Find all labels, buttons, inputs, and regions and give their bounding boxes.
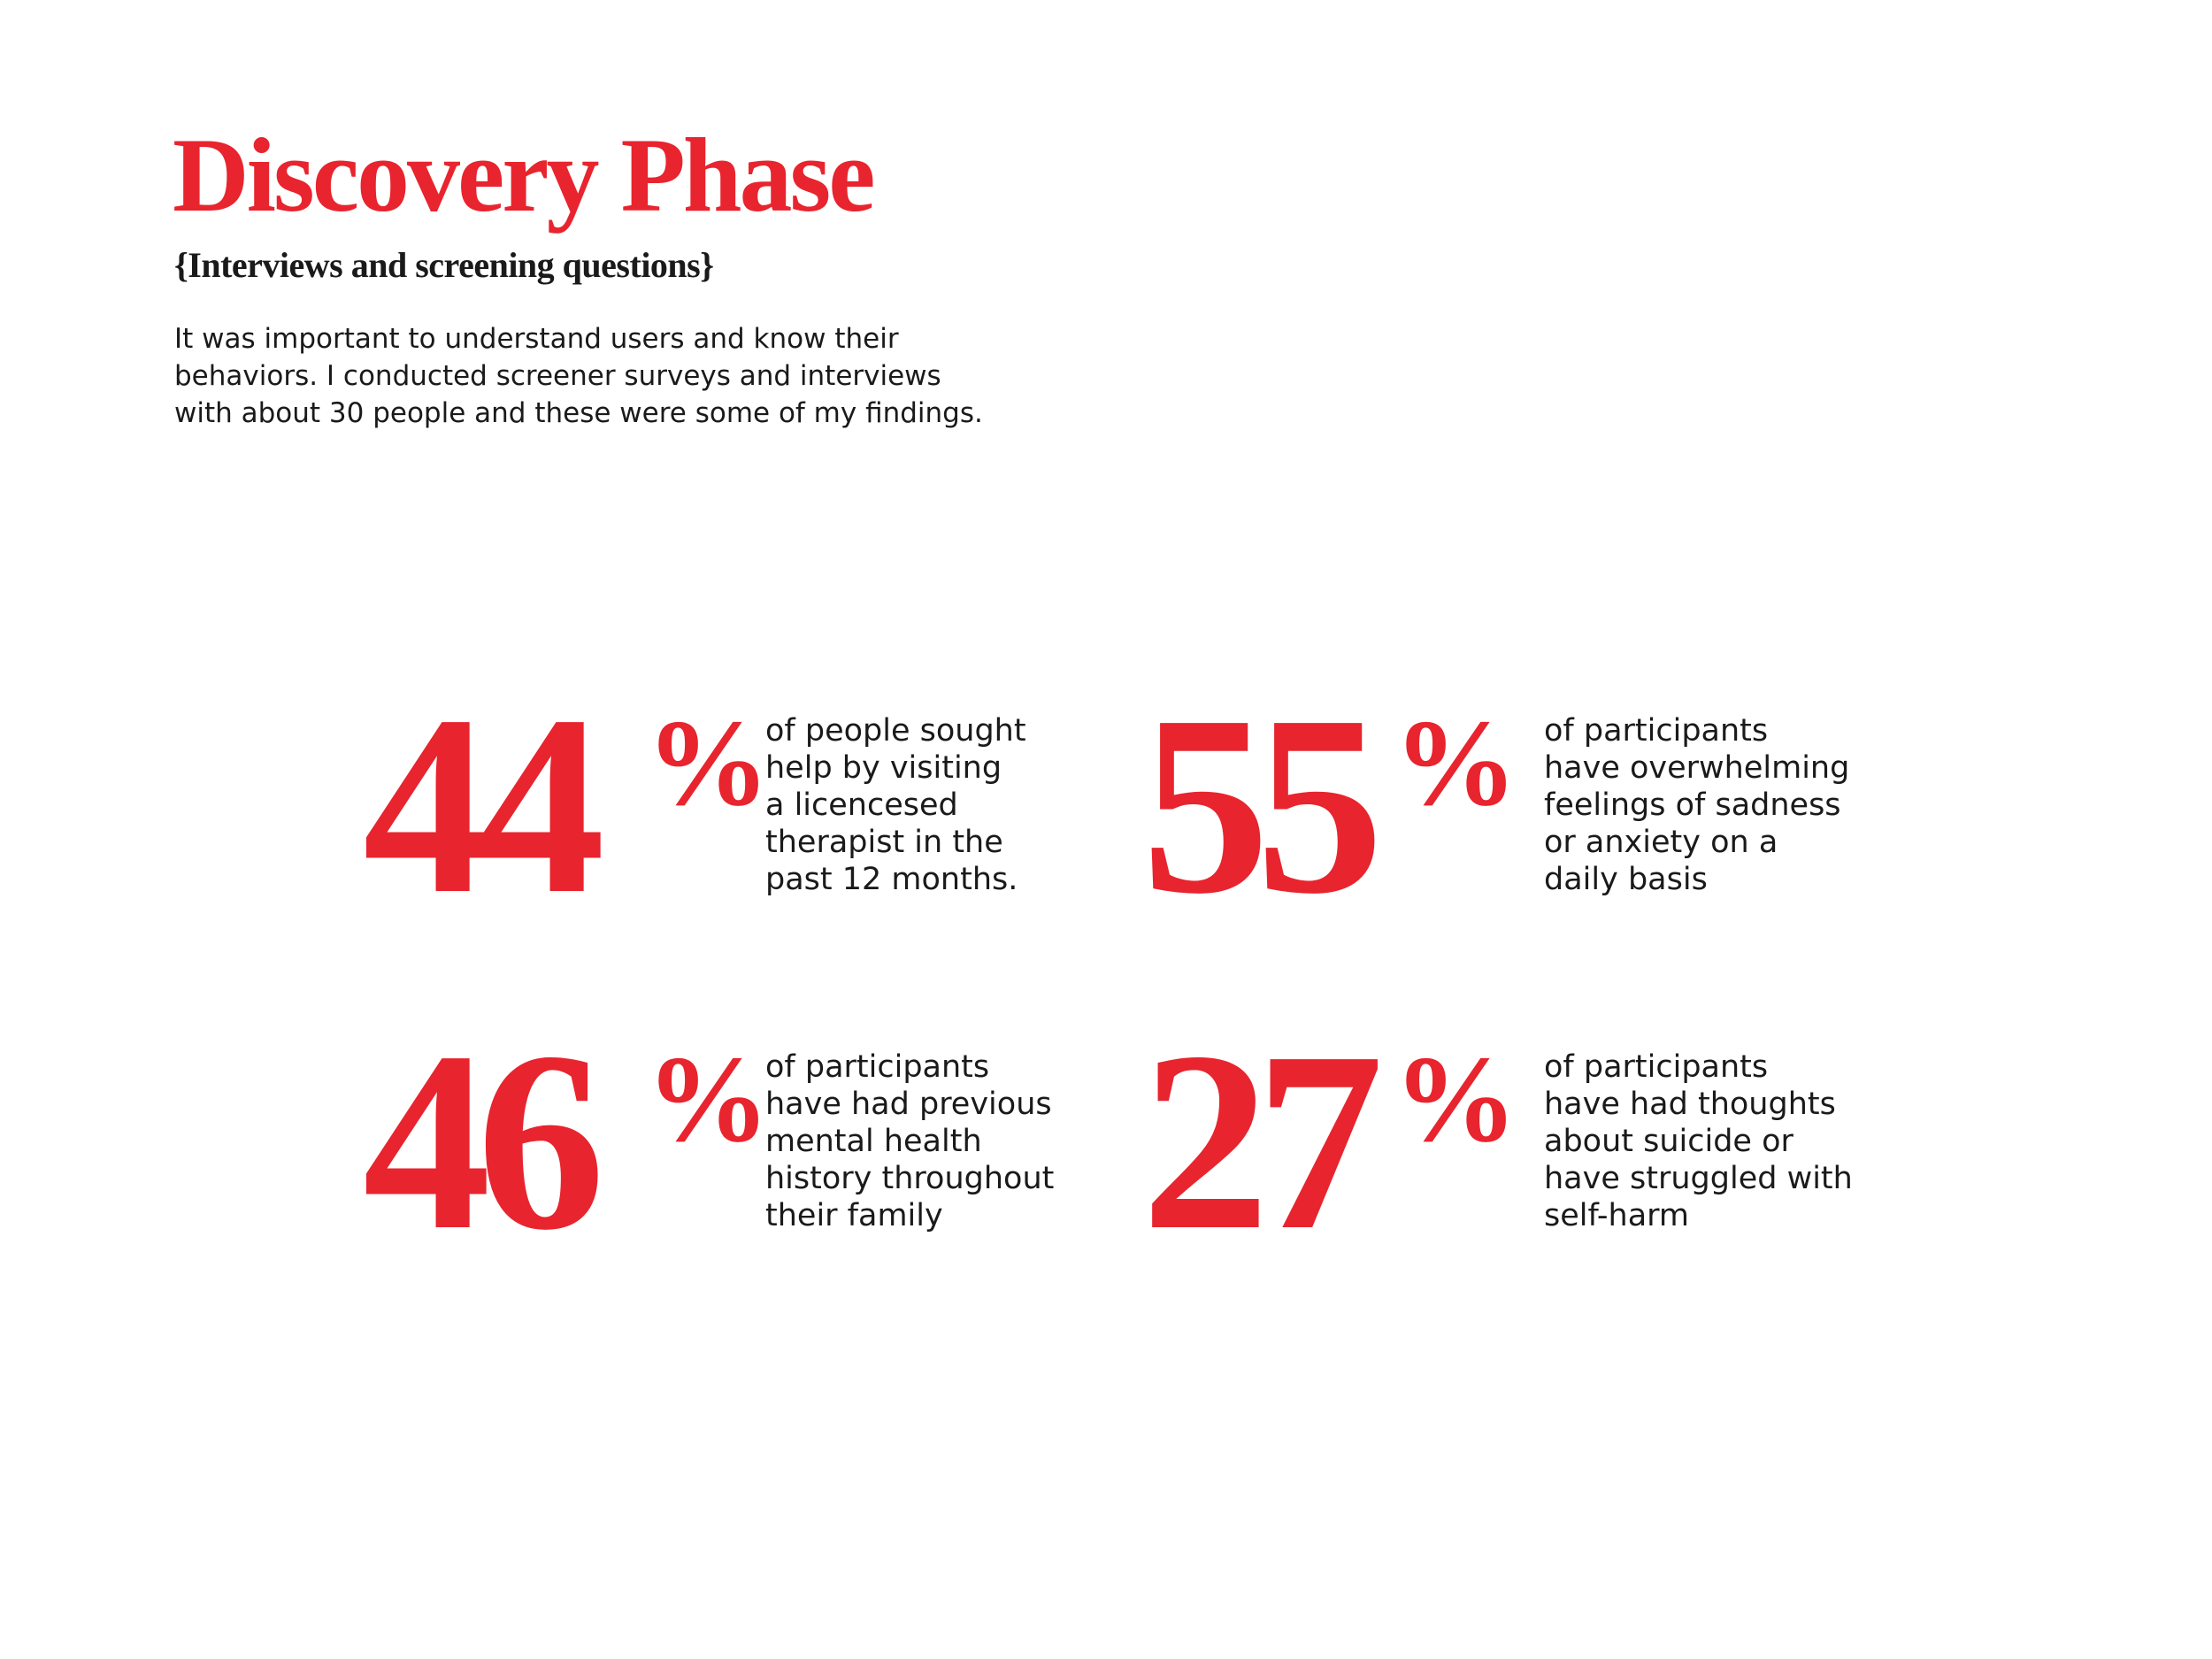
caption-line: have struggled with	[1544, 1161, 1853, 1196]
caption-line: of participants	[1544, 1049, 1769, 1085]
caption-line: their family	[765, 1198, 943, 1233]
intro-paragraph	[174, 320, 1024, 432]
caption-line: about suicide or	[1544, 1124, 1793, 1159]
page-subtitle: {Interviews and screening questions}	[174, 245, 714, 285]
stat-block-sadness-anxiety	[1141, 663, 1938, 947]
stat-value: 44	[363, 663, 591, 947]
caption-line: mental health	[765, 1124, 982, 1159]
intro-line: It was important to understand users and know their	[174, 323, 899, 355]
stat-value: 27	[1141, 999, 1370, 1283]
caption-line: daily basis	[1544, 862, 1708, 897]
caption-line: have had previous	[765, 1087, 1052, 1122]
caption-line: of people sought	[765, 713, 1026, 749]
intro-line: behaviors. I conducted screener surveys and interviews	[174, 360, 941, 392]
caption-line: a licencesed	[765, 787, 958, 823]
stat-value: 46	[363, 999, 591, 1283]
stat-caption	[1544, 1048, 1853, 1234]
stat-block-family-history	[363, 999, 1071, 1283]
page-title: Discovery Phase	[173, 116, 873, 234]
percent-sign: %	[1394, 695, 1517, 832]
caption-line: past 12 months.	[765, 862, 1018, 897]
stat-caption	[765, 712, 1026, 898]
caption-line: of participants	[1544, 713, 1769, 749]
caption-line: history throughout	[765, 1161, 1055, 1196]
stat-value: 55	[1141, 663, 1370, 947]
caption-line: have overwhelming	[1544, 750, 1850, 786]
caption-line: help by visiting	[765, 750, 1002, 786]
stat-block-therapist-visits	[363, 663, 1071, 947]
percent-sign: %	[1394, 1031, 1517, 1168]
percent-sign: %	[646, 1031, 770, 1168]
percent-sign: %	[646, 695, 770, 832]
caption-line: of participants	[765, 1049, 990, 1085]
caption-line: self-harm	[1544, 1198, 1690, 1233]
stat-block-self-harm	[1141, 999, 1938, 1283]
caption-line: have had thoughts	[1544, 1087, 1836, 1122]
caption-line: feelings of sadness	[1544, 787, 1841, 823]
intro-line: with about 30 people and these were some of my findings.	[174, 397, 983, 429]
caption-line: therapist in the	[765, 825, 1003, 860]
caption-line: or anxiety on a	[1544, 825, 1778, 860]
stat-caption	[1544, 712, 1849, 898]
stat-caption	[765, 1048, 1054, 1234]
